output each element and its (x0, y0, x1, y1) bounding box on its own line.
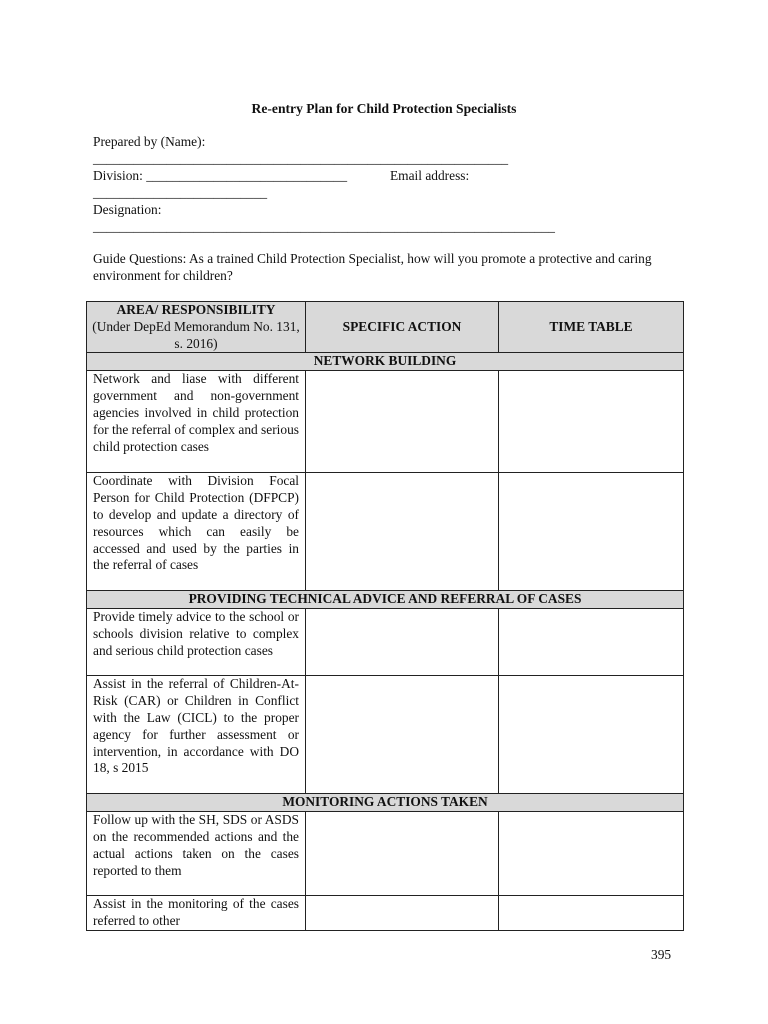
header-area-title: AREA/ RESPONSIBILITY (116, 302, 276, 317)
section-network-building (87, 353, 684, 371)
section-monitoring (87, 794, 684, 812)
time-table-cell[interactable] (499, 896, 684, 931)
specific-action-cell[interactable] (306, 371, 499, 473)
division-field[interactable]: Division: ______________________________ (93, 168, 348, 183)
header-area-responsibility (87, 302, 306, 353)
time-table-cell[interactable] (499, 676, 684, 794)
responsibility-cell: Provide timely advice to the school or schools division relative to complex and serious child protection cases (87, 609, 306, 676)
reentry-plan-table (86, 301, 684, 931)
time-table-cell[interactable] (499, 371, 684, 473)
table-header-row (87, 302, 684, 353)
time-table-cell[interactable] (499, 812, 684, 896)
document-title: Re-entry Plan for Child Protection Specialists (251, 101, 517, 116)
responsibility-cell: Network and liase with different government and non-government agencies involved in child protection for the referral of complex and serious child protection cases (87, 371, 306, 473)
designation-label: Designation: (93, 202, 162, 217)
time-table-cell[interactable] (499, 609, 684, 676)
specific-action-cell[interactable] (306, 812, 499, 896)
table-row (87, 676, 684, 794)
header-area-subtitle: (Under DepEd Memorandum No. 131, s. 2016) (92, 318, 300, 351)
specific-action-cell[interactable] (306, 896, 499, 931)
section-title: MONITORING ACTIONS TAKEN (87, 794, 684, 812)
header-time-table: TIME TABLE (499, 302, 684, 353)
table-row (87, 609, 684, 676)
table-row (87, 371, 684, 473)
table-row (87, 812, 684, 896)
email-line[interactable]: __________________________ (93, 185, 268, 200)
time-table-cell[interactable] (499, 473, 684, 591)
specific-action-cell[interactable] (306, 473, 499, 591)
table-row (87, 896, 684, 931)
section-technical-advice (87, 591, 684, 609)
responsibility-cell: Follow up with the SH, SDS or ASDS on the recommended actions and the actual actions taken on the cases reported to them (87, 812, 306, 896)
prepared-by-label: Prepared by (Name): (93, 134, 206, 149)
page-number: 395 (651, 947, 672, 962)
section-title: PROVIDING TECHNICAL ADVICE AND REFERRAL OF CASES (87, 591, 684, 609)
email-label: Email address: (390, 168, 470, 183)
prepared-by-line[interactable]: ______________________________________________________________ (93, 151, 509, 166)
guide-questions: Guide Questions: As a trained Child Protection Specialist, how will you promote a protective and caring environment for children? (93, 251, 652, 283)
header-specific-action: SPECIFIC ACTION (306, 302, 499, 353)
specific-action-cell[interactable] (306, 676, 499, 794)
section-title: NETWORK BUILDING (87, 353, 684, 371)
responsibility-cell: Coordinate with Division Focal Person for Child Protection (DFPCP) to develop and update a directory of resources which can easily be accessed and used by the parties in the referral of cases (87, 473, 306, 591)
responsibility-cell: Assist in the monitoring of the cases referred to other (87, 896, 306, 931)
table-row (87, 473, 684, 591)
specific-action-cell[interactable] (306, 609, 499, 676)
designation-line[interactable]: _____________________________________________________________________ (93, 219, 555, 234)
responsibility-cell: Assist in the referral of Children-At-Risk (CAR) or Children in Conflict with the Law (CICL) to the proper agency for further assessment or intervention, in accordance with DO 18, s 2015 (87, 676, 306, 794)
